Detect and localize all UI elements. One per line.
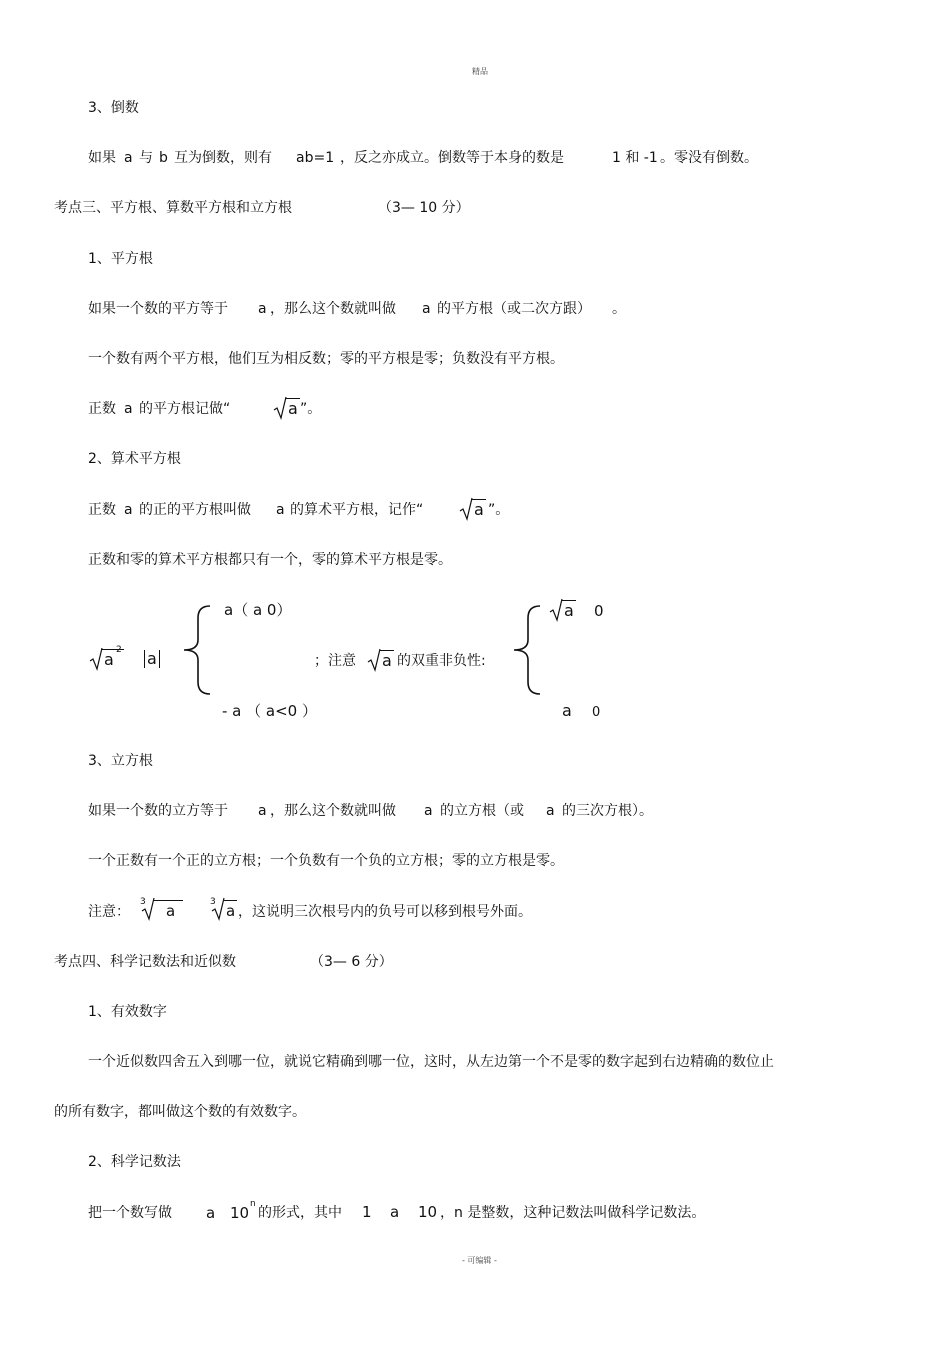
section-title-reciprocal: 3、倒数 [88,100,139,116]
section-title-scientific-notation: 2、科学记数法 [88,1154,181,1170]
section-title-square-root: 1、平方根 [88,251,153,267]
square-root-property: 一个数有两个平方根，他们互为相反数；零的平方根是零；负数没有平方根。 [88,351,564,367]
left-brace-icon [510,604,544,696]
arithmetic-root-property: 正数和零的算术平方根都只有一个，零的算术平方根是零。 [88,552,452,568]
radical-sign-icon [460,498,472,520]
significant-figures-line-2: 的所有数字，都叫做这个数的有效数字。 [54,1104,306,1120]
topic-four-score: （3— 6 分） [310,954,393,970]
significant-figures-line-1: 一个近似数四舍五入到哪一位，就说它精确到哪一位，这时，从左边第一个不是零的数字起到右边精确的数位止 [88,1054,774,1070]
cube-root-property: 一个正数有一个正的立方根；一个负数有一个负的立方根；零的立方根是零。 [88,853,564,869]
topic-four-title: 考点四、科学记数法和近似数 [54,954,236,970]
page-footer: - 可编辑 - [462,1256,497,1265]
page-header: 精品 [472,67,488,76]
radical-sign-icon [274,397,286,419]
radical-sign-icon [90,648,102,670]
cube-root-sign-icon [212,898,224,920]
section-title-cube-root: 3、立方根 [88,753,153,769]
radical-sign-icon [368,649,380,671]
radical-sign-icon [550,599,562,621]
topic-three-score: （3— 10 分） [378,200,470,216]
section-title-significant-figures: 1、有效数字 [88,1004,167,1020]
section-title-arithmetic-root: 2、算术平方根 [88,451,181,467]
left-brace-icon [180,604,214,696]
topic-three-title: 考点三、平方根、算数平方根和立方根 [54,200,292,216]
cube-root-sign-icon [142,898,154,920]
absolute-value: a [144,650,160,668]
